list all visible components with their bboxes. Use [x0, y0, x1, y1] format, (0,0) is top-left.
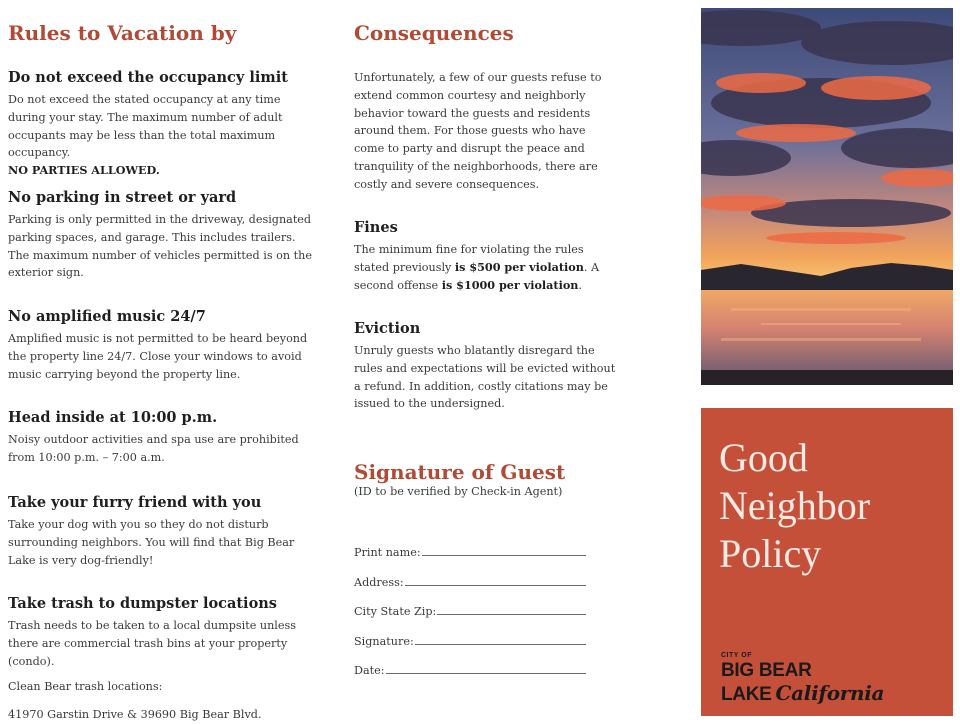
logo-california: California	[775, 681, 885, 705]
cover-title-line: Neighbor	[719, 483, 871, 528]
rule-section	[8, 308, 318, 383]
signature-note: (ID to be verified by Check-in Agent)	[354, 485, 563, 498]
rule-text: Take your dog with you so they do not disturb surrounding neighbors. You will find that Big Bear Lake is very dog-friendly!	[8, 518, 295, 567]
field-label: Date:	[354, 664, 385, 677]
address-field[interactable]	[354, 571, 586, 589]
print-name-field[interactable]	[354, 541, 586, 559]
sunset-lake-photo	[701, 8, 953, 385]
signature-field[interactable]	[354, 630, 586, 648]
rule-section	[8, 409, 318, 467]
trash-locations-address: 41970 Garstin Drive & 39690 Big Bear Blvd.	[8, 708, 262, 722]
rule-title: No parking in street or yard	[8, 189, 237, 206]
cover-title-line: Policy	[719, 531, 822, 576]
trash-locations-label: Clean Bear trash locations:	[8, 680, 163, 694]
field-label: City State Zip:	[354, 605, 437, 618]
fines-text	[354, 241, 616, 294]
field-line[interactable]	[386, 673, 586, 674]
field-line[interactable]	[415, 644, 586, 645]
rule-title: Take trash to dumpster locations	[8, 595, 277, 612]
cover-panel	[701, 408, 953, 716]
rule-section	[8, 595, 318, 724]
field-line[interactable]	[405, 585, 586, 586]
rule-section	[8, 69, 318, 180]
city-logo	[721, 652, 953, 706]
fines-text-part: The minimum fine for violating the rules stated previously	[354, 243, 584, 274]
consequences-heading: Consequences	[354, 21, 514, 45]
rule-title: Do not exceed the occupancy limit	[8, 69, 288, 86]
signature-section	[354, 459, 616, 499]
logo-big-bear-lake: BIG BEAR LAKE	[721, 660, 812, 705]
field-label: Print name:	[354, 546, 421, 559]
rule-text: Noisy outdoor activities and spa use are prohibited from 10:00 p.m. – 7:00 a.m.	[8, 433, 299, 464]
eviction-text: Unruly guests who blatantly disregard the rules and expectations will be evicted without a refund. In addition, costly citations may be issued to the undersigned.	[354, 344, 616, 411]
date-field[interactable]	[354, 659, 586, 677]
logo-main-line	[721, 660, 953, 706]
fines-text-part: . A second offense	[354, 260, 600, 292]
rule-text: Parking is only permitted in the driveway, designated parking spaces, and garage. This includes trailers. The maximum number of vehicles permitted is on the exterior sign.	[8, 213, 312, 280]
rule-emphasis: NO PARTIES ALLOWED.	[8, 163, 160, 178]
fines-text-part: .	[578, 278, 582, 292]
consequences-intro: Unfortunately, a few of our guests refuse to extend common courtesy and neighborly behavior toward the guests and residents around them. For those guests who have come to party and disrupt the peace and tranquility of the neighborhoods, there are costly and severe consequences.	[354, 71, 602, 191]
logo-city-of: CITY OF	[721, 652, 752, 659]
fine-amount-first: is $500 per violation	[454, 259, 584, 274]
rule-title: Head inside at 10:00 p.m.	[8, 409, 218, 426]
rule-title: No amplified music 24/7	[8, 308, 206, 325]
field-label: Address:	[354, 575, 404, 589]
field-line[interactable]	[422, 555, 586, 556]
fines-title: Fines	[354, 219, 398, 236]
city-state-zip-field[interactable]	[354, 600, 586, 618]
signature-heading: Signature of Guest	[354, 460, 566, 484]
eviction-section	[354, 320, 616, 413]
rule-text: Trash needs to be taken to a local dumpsite unless there are commercial trash bins at your property (condo).	[8, 619, 296, 668]
cover-title	[719, 434, 870, 578]
rule-text: Amplified music is not permitted to be heard beyond the property line 24/7. Close your windows to avoid music carrying beyond the property line.	[8, 332, 308, 381]
rule-section	[8, 494, 318, 569]
field-line[interactable]	[437, 614, 586, 615]
signature-fields	[354, 541, 586, 677]
rules-heading: Rules to Vacation by	[8, 21, 237, 45]
fines-section	[354, 219, 616, 294]
fine-amount-second: is $1000 per violation	[441, 277, 579, 292]
field-label: Signature:	[354, 634, 414, 648]
cover-title-line: Good	[719, 435, 808, 480]
eviction-title: Eviction	[354, 320, 421, 337]
rule-title: Take your furry friend with you	[8, 494, 262, 511]
rule-section	[8, 189, 318, 282]
rule-text: Do not exceed the stated occupancy at any time during your stay. The maximum number of adult occupants may be less than the total maximum occupancy.	[8, 93, 283, 160]
